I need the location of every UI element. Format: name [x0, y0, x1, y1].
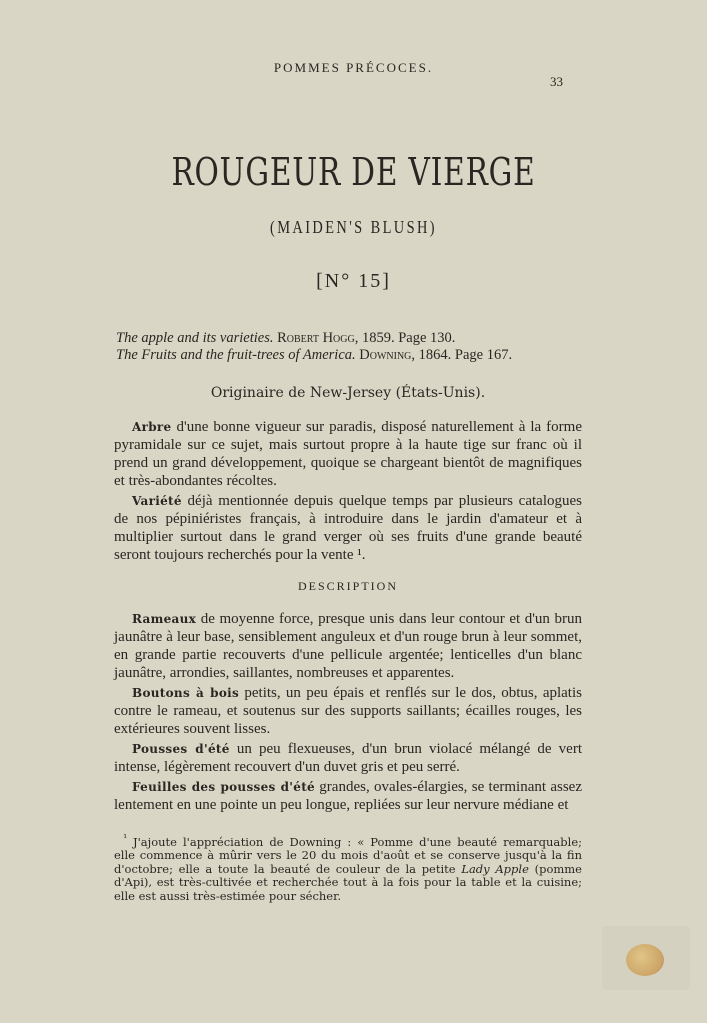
reference-author: Robert Hogg: [277, 330, 355, 346]
paragraph-text: un peu flexueuses, d'un brun violacé mélangé de vert intense, légèrement recouvert d'un duvet gris et peu serré.: [114, 741, 582, 775]
page-title: ROUGEUR DE VIERGE: [171, 150, 536, 194]
page-number: 33: [550, 74, 563, 89]
footnote: [114, 832, 582, 903]
paragraph-lead: Variété: [132, 494, 182, 508]
references: [114, 330, 582, 364]
apple-image-icon: [626, 944, 664, 976]
paragraph-lead: Boutons à bois: [132, 686, 240, 700]
variety-number: [N° 15]: [316, 270, 391, 292]
reference: [116, 330, 582, 347]
reference-detail: , 1859. Page 130.: [354, 330, 456, 346]
paragraph-lead: Pousses d'été: [132, 742, 230, 756]
paragraph-lead: Feuilles des pousses d'été: [132, 780, 315, 794]
paragraph-rameaux: [114, 610, 582, 682]
footnote-italic: Lady Apple: [461, 861, 529, 876]
section-heading: DESCRIPTION: [297, 579, 398, 593]
paragraph-lead: Rameaux: [132, 612, 197, 626]
paragraph-variete: [114, 492, 582, 564]
subtitle: (MAIDEN'S BLUSH): [270, 217, 437, 237]
paragraph-text: de moyenne force, presque unis dans leur contour et d'un brun jaunâtre à leur base, sensiblement anguleux et d'un rouge brun à leur sommet, en grande partie recouverts d'une pellicule argentée; lenticelles d'un blanc jaunâtre, arrondies, saillantes, nombreuses et apparentes.: [114, 611, 582, 681]
running-title: POMMES PRÉCOCES.: [273, 60, 434, 75]
reference-work: The apple and its varieties.: [116, 330, 274, 346]
paragraph-boutons: [114, 684, 582, 738]
paragraph-pousses: [114, 740, 582, 776]
reference-detail: , 1864. Page 167.: [411, 347, 513, 363]
paragraph-arbre: [114, 418, 582, 490]
footnote-text: (pomme d'Api), est très-cultivée et recherchée tout à la fois pour la table et la cuisine; elle est aussi très-estimée pour sécher.: [114, 861, 582, 903]
footnote-text: J'ajoute l'appréciation de Downing : « Pomme d'une beauté remarquable; elle commence à mûrir vers le 20 du mois d'août et se conserve jusqu'à la fin d'octobre; elle a toute la beauté de couleur de la petite: [114, 834, 582, 876]
reference: [116, 347, 582, 364]
reference-author: Downing: [359, 347, 412, 363]
footnote-marker: ¹: [123, 833, 128, 844]
page-body: [114, 330, 582, 903]
paragraph-feuilles: [114, 778, 582, 814]
origin: Originaire de New-Jersey (États-Unis).: [210, 385, 486, 401]
paragraph-text: déjà mentionnée depuis quelque temps par plusieurs catalogues de nos pépiniéristes français, à introduire dans le jardin d'amateur et à multiplier surtout dans le grand verger où ses fruits d'une grande beauté seront toujours recherchés pour la vente ¹.: [114, 493, 582, 563]
paragraph-lead: Arbre: [132, 420, 172, 434]
paragraph-text: grandes, ovales-élargies, se terminant assez lentement en une pointe un peu longue, repliées sur leur nervure médiane et: [114, 779, 582, 813]
reference-work: The Fruits and the fruit-trees of America.: [116, 347, 356, 363]
paragraph-text: petits, un peu épais et renflés sur le dos, obtus, aplatis contre le rameau, et soutenus sur des supports saillants; écailles rouges, les extérieures souvent lisses.: [114, 685, 582, 737]
paragraph-text: d'une bonne vigueur sur paradis, disposé naturellement à la forme pyramidale sur ce sujet, mais surtout propre à la haute tige sur franc où il prend un grand développement, quoique se chargeant bientôt de magnifiques et très-abondantes récoltes.: [114, 419, 582, 489]
